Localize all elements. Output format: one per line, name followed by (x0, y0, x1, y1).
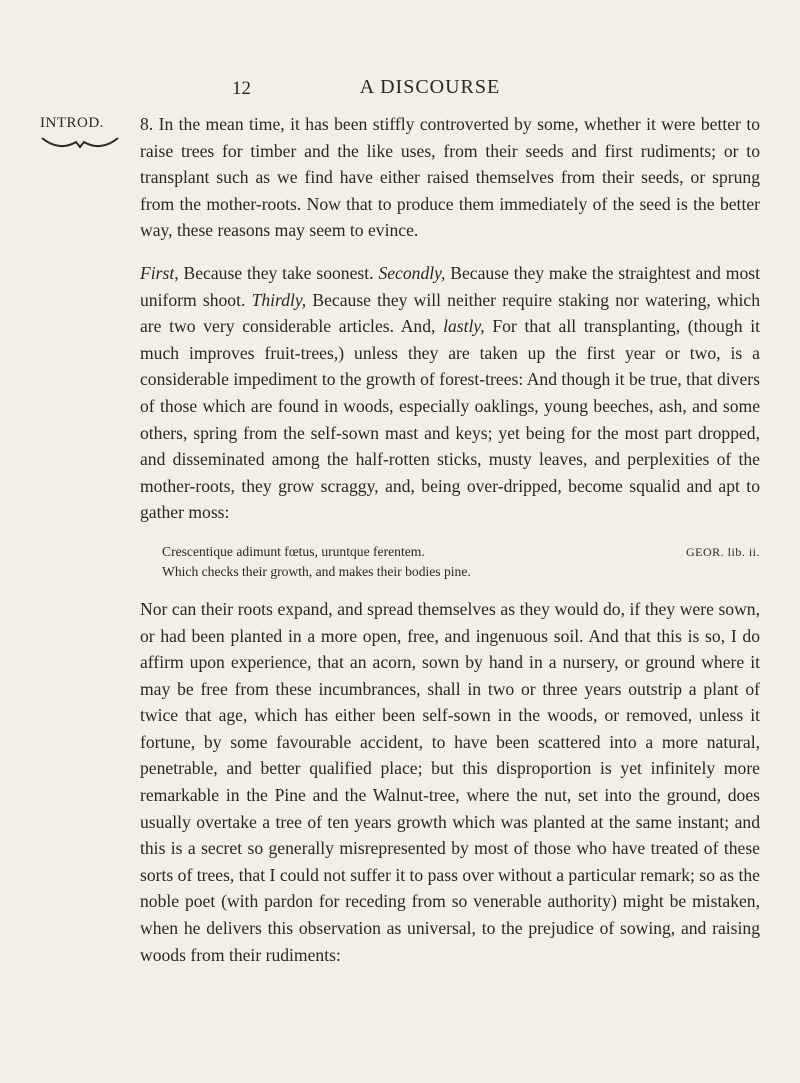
p2-segment-b: Because they make the straightest and most uniform shoot. (140, 262, 760, 310)
margin-note: INTROD. (40, 115, 104, 131)
quotation-source: GEOR. lib. ii. (685, 544, 760, 559)
quotation-latin: Crescentique adimunt fœtus, uruntque ferentem. (162, 543, 425, 559)
p2-segment-c: Because they will neither require staking nor watering, which are two very considerable articles. And, (140, 289, 760, 337)
running-title-text: A DISCOURSE (359, 76, 501, 98)
page-body (140, 111, 760, 968)
paragraph-2 (140, 260, 760, 526)
paragraph-3: Nor can their roots expand, and spread themselves as they would do, if they were sown, or had been planted in a more open, free, and ingenuous soil. And that this is so, I do affirm upon experience, that an acorn, sown by hand in a nursery, or ground where it may be free from these incumbrances, shall in two or three years outstrip a plant of twice that age, which has either been self-sown in the woods, or removed, unless it fortune, by some favourable accident, to have been scattered into a more natural, penetrable, and better qualified place; but this disproportion is yet infinitely more remarkable in the Pine and the Walnut-tree, where the nut, set into the ground, does usually overtake a tree of ten years growth which was planted at the same instant; and this is a secret so generally misrepresented by most of those who have treated of these sorts of trees, that I could not suffer it to pass over without a particular remark; so as the noble poet (with pardon for receding from so venerable authority) might be mistaken, when he delivers this observation as universal, to the prejudice of sowing, and raising woods from their rudiments: (140, 598, 760, 965)
word-lastly: lastly, (443, 316, 485, 337)
paragraph-1: 8. In the mean time, it has been stiffly controverted by some, whether it were better to raise trees for timber and the like uses, from their seeds and first rudiments; or to transplant such as we find have either raised themselves from their seeds, or sprung from the mother-roots. Now that to produce them immediately of the seed is the better way, these reasons may seem to evince. (140, 114, 760, 241)
running-title (0, 76, 800, 99)
word-secondly: Secondly, (378, 262, 446, 283)
p2-segment-d: For that all transplanting, (though it much improves fruit-trees,) unless they are taken up the first year or two, is a considerable impediment to the growth of forest-trees: And though it be true, that divers of those which are found in woods, especially oaklings, young beeches, ash, and some others, spring from the self-sown mast and keys; yet being for the most part dropped, and disseminated among the half-rotten sticks, musty leaves, and perplexities of the mother-roots, they grow scraggy, and, being over-dripped, become squalid and apt to gather moss: (140, 316, 760, 523)
bracket-ornament-icon (40, 134, 120, 152)
page-number: 12 (232, 78, 251, 99)
quotation-translation: Which checks their growth, and makes their bodies pine. (162, 563, 471, 579)
latin-quotation (140, 542, 760, 582)
p2-segment-a: Because they take soonest. (178, 262, 379, 283)
word-first: First, (140, 262, 179, 283)
word-thirdly: Thirdly, (251, 289, 307, 310)
